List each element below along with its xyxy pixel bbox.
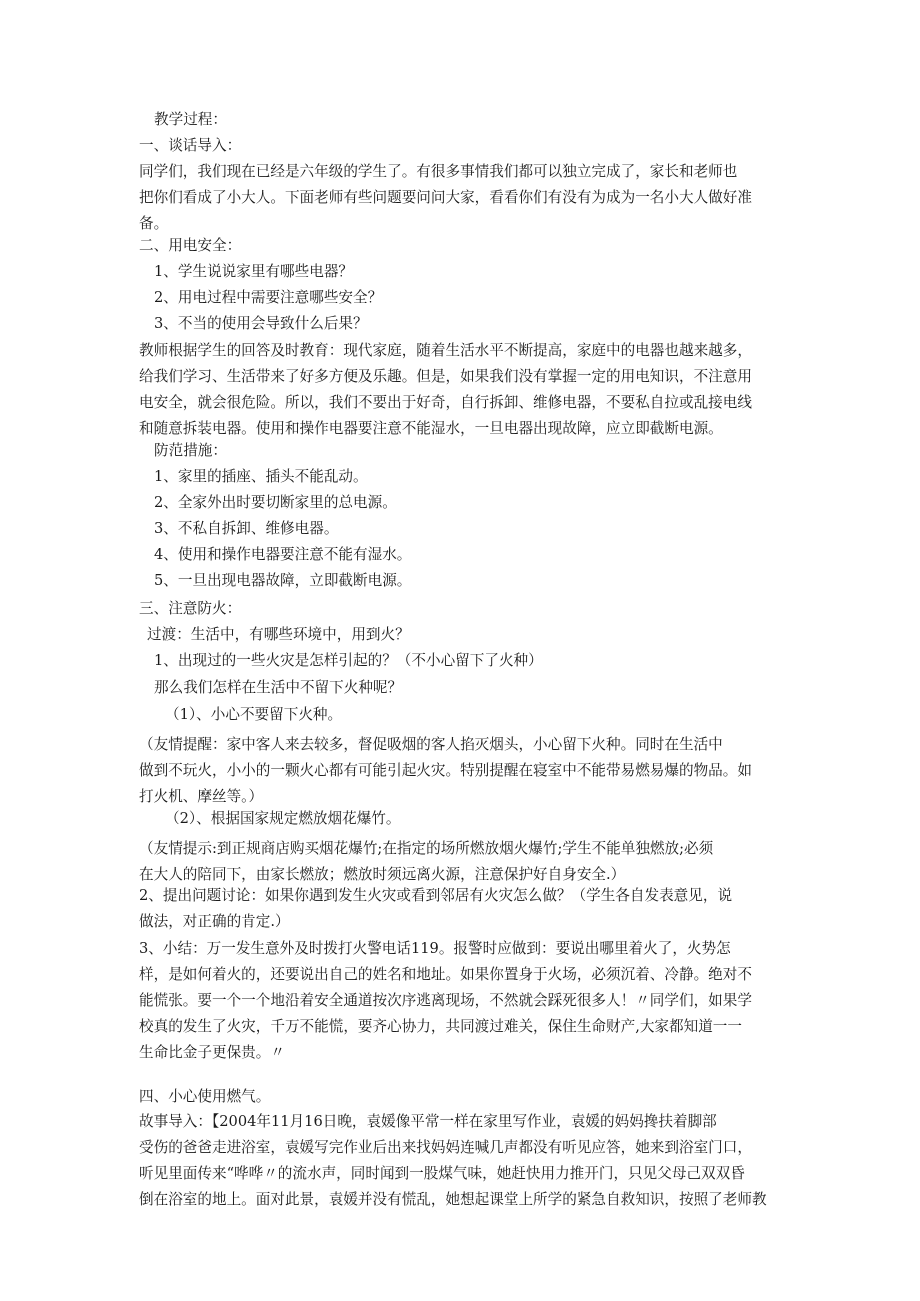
list-item: 1、家里的插座、插头不能乱动。 [154, 468, 368, 485]
text-line: 给我们学习、生活带来了好多方便及乐趣。但是，如果我们没有掌握一定的用电知识，不注意用 [139, 368, 752, 385]
paragraph [139, 836, 713, 888]
text-line: 把你们看成了小大人。下面老师有些问题要问问大家，看看你们有没有为成为一名小大人做好准 [139, 189, 752, 206]
paragraph [139, 338, 752, 442]
text-line: 电安全，就会很危险。所以，我们不要出于好奇，自行拆卸、维修电器，不要私自拉或乱接电线 [139, 394, 752, 411]
section-heading: 三、注意防火： [139, 600, 242, 617]
text-line: 做法，对正确的肯定.） [139, 913, 290, 930]
text-line: 同学们，我们现在已经是六年级的学生了。有很多事情我们都可以独立完成了，家长和老师也 [139, 163, 738, 180]
list-item: 1、出现过的一些火灾是怎样引起的？（不小心留下了火种） [154, 652, 543, 669]
text-line: 能慌张。要一个一个地沿着安全通道按次序逃离现场，不然就会踩死很多人！〃同学们，如果学 [139, 992, 752, 1009]
section-heading: 一、谈话导入： [139, 137, 242, 154]
text-line: （友情提示:到正规商店购买烟花爆竹;在指定的场所燃放烟火爆竹;学生不能单独燃放;必须 [139, 840, 714, 857]
text-line: 2、提出问题讨论：如果你遇到发生火灾或看到邻居有火灾怎么做？（学生各自发表意见，说 [139, 887, 733, 904]
text-line: 备。 [139, 215, 169, 232]
list-item: 5、一旦出现电器故障，立即截断电源。 [154, 572, 412, 589]
list-item: （1）、小心不要留下火种。 [165, 706, 343, 723]
text-line: 在大人的陪同下，由家长燃放；燃放时须远离火源，注意保护好自身安全.） [139, 866, 626, 883]
paragraph [139, 936, 752, 1066]
list-item: 3、不私自拆卸、维修电器。 [154, 520, 339, 537]
list-item: 2、用电过程中需要注意哪些安全？ [154, 289, 383, 306]
text-line: 做到不玩火，小小的一颗火心都有可能引起火灾。特别提醒在寝室中不能带易燃易爆的物品。如 [139, 762, 752, 779]
text-line: 听见里面传来“哗哗〃的流水声，同时闻到一股煤气味，她赶快用力推开门，只见父母己双双昏 [139, 1165, 745, 1182]
text-line: 3、小结：万一发生意外及时拨打火警电话119。报警时应做到：要说出哪里着火了，火势怎 [139, 940, 731, 957]
paragraph [139, 883, 732, 935]
text-line: 样，是如何着火的，还要说出自己的姓名和地址。如果你置身于火场，必须沉着、冷静。绝对不 [139, 966, 752, 983]
section-heading: 防范措施： [154, 442, 227, 459]
text-line: 受伤的爸爸走进浴室，袁媛写完作业后出来找妈妈连喊几声都没有听见应答，她来到浴室门口， [139, 1139, 752, 1156]
list-item: 3、不当的使用会导致什么后果？ [154, 315, 368, 332]
text-line: （友情提醒：家中客人来去较多，督促吸烟的客人掐灭烟头，小心留下火种。同时在生活中 [139, 736, 723, 753]
text-line: 过渡：生活中，有哪些环境中，用到火？ [147, 626, 410, 643]
text-line: 和随意拆装电器。使用和操作电器要注意不能湿水，一旦电器出现故障，应立即截断电源。 [139, 420, 723, 437]
list-item: 1、学生说说家里有哪些电器？ [154, 263, 354, 280]
list-item: 2、全家外出时要切断家里的总电源。 [154, 494, 397, 511]
section-heading: 教学过程： [154, 111, 227, 128]
paragraph [139, 732, 752, 810]
text-line: 倒在浴室的地上。面对此景，袁媛并没有慌乱，她想起课堂上所学的紧急自救知识，按照了老师教 [139, 1191, 767, 1208]
section-heading: 四、小心使用燃气。 [139, 1088, 271, 1105]
list-item: 4、使用和操作电器要注意不能有湿水。 [154, 546, 412, 563]
paragraph [139, 159, 752, 237]
text-line: 那么我们怎样在生活中不留下火种呢？ [154, 679, 403, 696]
section-heading: 二、用电安全： [139, 237, 242, 254]
list-item: （2）、根据国家规定燃放烟花爆竹。 [165, 810, 401, 827]
text-line: 打火机、摩丝等。） [139, 788, 264, 805]
text-line: 校真的发生了火灾，千万不能慌，要齐心协力，共同渡过难关，保住生命财产,大家都知道一一 [139, 1018, 742, 1035]
text-line: 教师根据学生的回答及时教育：现代家庭，随着生活水平不断提高，家庭中的电器也越来越多， [139, 342, 752, 359]
text-line: 生命比金子更保贵。〃 [139, 1044, 285, 1061]
paragraph [139, 1109, 767, 1213]
text-line: 故事导入：【2004年11月16日晚，袁媛像平常一样在家里写作业，袁媛的妈妈搀扶着脚部 [139, 1113, 717, 1130]
